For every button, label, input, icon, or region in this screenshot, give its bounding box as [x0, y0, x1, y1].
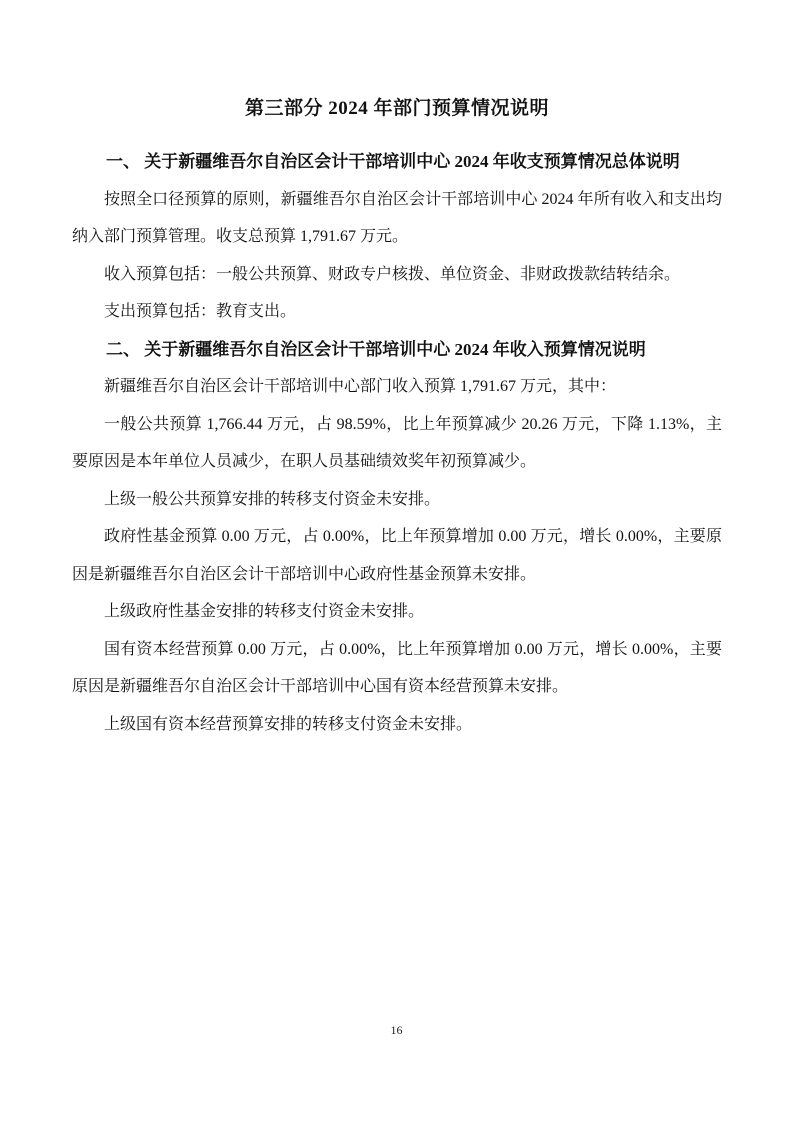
paragraph-general-public-budget: 一般公共预算 1,766.44 万元，占 98.59%，比上年预算减少 20.26 万元，下降 1.13%，主要原因是本年单位人员减少，在职人员基础绩效奖年初预算减少。 [72, 415, 722, 470]
paragraph-income-budget-scope: 收入预算包括：一般公共预算、财政专户核拨、单位资金、非财政拨款结转结余。 [104, 265, 681, 283]
paragraph-superior-fund-transfer: 上级政府性基金安排的转移支付资金未安排。 [104, 603, 425, 620]
document-body [72, 90, 722, 743]
paragraph-government-fund-budget: 政府性基金预算 0.00 万元，占 0.00%，比上年预算增加 0.00 万元，增长 0.00%，主要原因是新疆维吾尔自治区会计干部培训中心政府性基金预算未安排。 [72, 528, 722, 583]
paragraph-state-capital-budget: 国有资本经营预算 0.00 万元，占 0.00%，比上年预算增加 0.00 万元，增长 0.00%，主要原因是新疆维吾尔自治区会计干部培训中心国有资本经营预算未安排。 [72, 640, 722, 695]
page-number: 16 [390, 1023, 403, 1037]
paragraph-expense-budget-scope: 支出预算包括：教育支出。 [104, 303, 297, 320]
section-heading-income-budget: 二、 关于新疆维吾尔自治区会计干部培训中心 2024 年收入预算情况说明 [106, 339, 646, 359]
paragraph-department-income-budget: 新疆维吾尔自治区会计干部培训中心部门收入预算 1,791.67 万元，其中： [104, 378, 617, 395]
paragraph-superior-state-capital-transfer: 上级国有资本经营预算安排的转移支付资金未安排。 [104, 715, 473, 733]
section-heading-income-expense-summary: 一、 关于新疆维吾尔自治区会计干部培训中心 2024 年收支预算情况总体说明 [106, 152, 680, 171]
page-title: 第三部分 2024 年部门预算情况说明 [244, 98, 549, 119]
paragraph-total-budget: 按照全口径预算的原则，新疆维吾尔自治区会计干部培训中心 2024 年所有收入和支出均纳入部门预算管理。收支总预算 1,791.67 万元。 [72, 190, 722, 245]
paragraph-superior-general-transfer: 上级一般公共预算安排的转移支付资金未安排。 [104, 490, 441, 508]
